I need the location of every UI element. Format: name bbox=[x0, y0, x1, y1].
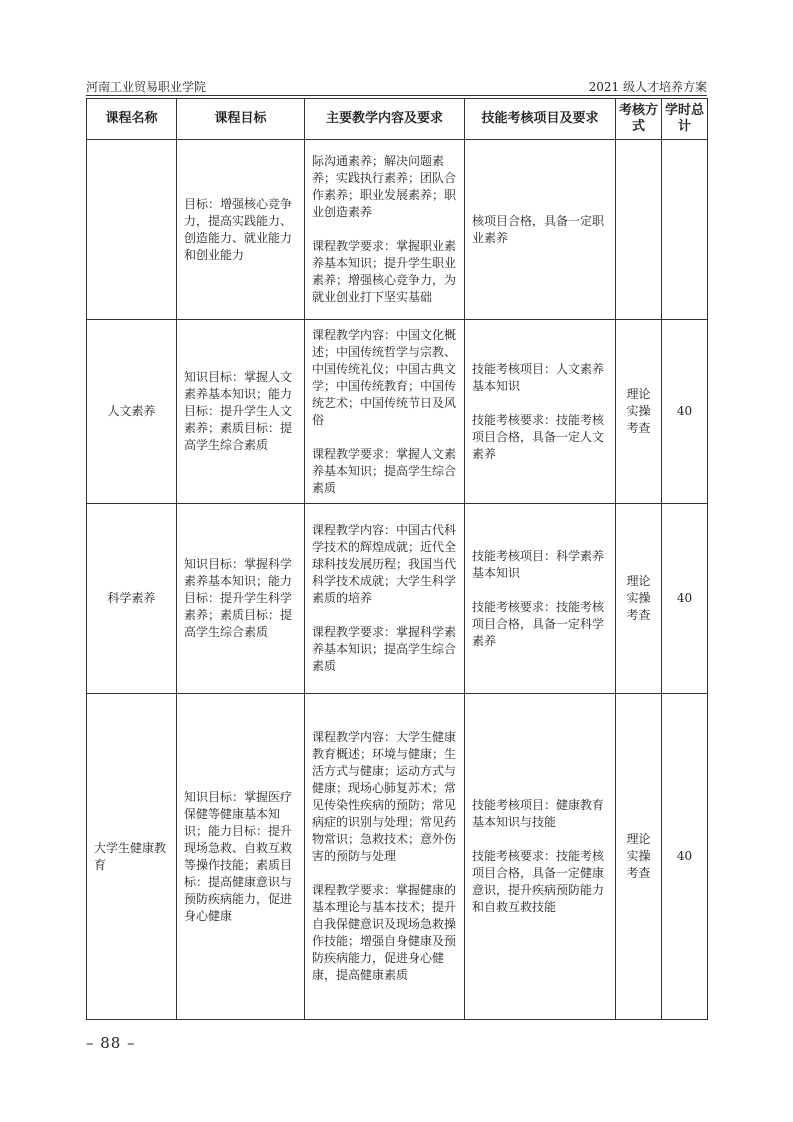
skill-requirements bbox=[465, 140, 616, 320]
skill-requirements bbox=[465, 694, 616, 1020]
table-row bbox=[87, 140, 708, 320]
skill-paragraph: 技能考核要求：技能考核项目合格，具备一定科学素养 bbox=[472, 599, 605, 648]
course-name: 人文素养 bbox=[87, 320, 177, 504]
page-header bbox=[86, 74, 707, 96]
table-row bbox=[87, 694, 708, 1020]
content-paragraph: 际沟通素养；解决问题素养；实践执行素养；团队合作素养；职业发展素养；职业创造素养 bbox=[312, 154, 457, 219]
column-header-method: 考核方式 bbox=[616, 99, 662, 140]
page-number: – 88 – bbox=[86, 1034, 136, 1052]
skill-requirements bbox=[465, 504, 616, 694]
skill-paragraph: 技能考核项目：人文素养基本知识 bbox=[472, 361, 605, 393]
column-header-hours: 学时总计 bbox=[662, 99, 708, 140]
course-goal: 知识目标：掌握人文素养基本知识；能力目标：提升学生人文素养；素质目标：提高学生综合素质 bbox=[177, 320, 305, 504]
content-paragraph: 课程教学内容：大学生健康教育概述；环境与健康；生活方式与健康；运动方式与健康；现场心肺复苏术；常见传染性疾病的预防；常见病症的识别与处理；常见药物常识；急救技术；意外伤害的预防与处理 bbox=[312, 730, 457, 863]
course-name bbox=[87, 140, 177, 320]
total-hours: 40 bbox=[662, 320, 708, 504]
skill-paragraph: 技能考核要求：技能考核项目合格，具备一定人文素养 bbox=[472, 412, 605, 461]
content-paragraph: 课程教学要求：掌握人文素养基本知识；提高学生综合素质 bbox=[312, 446, 457, 495]
total-hours: 40 bbox=[662, 504, 708, 694]
course-content bbox=[305, 320, 465, 504]
content-paragraph: 课程教学内容：中国古代科学技术的辉煌成就；近代全球科技发展历程；我国当代科学技术成就；大学生科学素质的培养 bbox=[312, 523, 457, 605]
course-content bbox=[305, 694, 465, 1020]
skill-paragraph: 技能考核项目：健康教育基本知识与技能 bbox=[472, 798, 605, 829]
assessment-method: 理论实操考查 bbox=[616, 504, 662, 694]
school-name: 河南工业贸易职业学院 bbox=[86, 80, 207, 94]
content-paragraph: 课程教学要求：掌握健康的基本理论与基本技术；提升自我保健意识及现场急救操作技能；增强自身健康及预防疾病能力，促进身心健康，提高健康素质 bbox=[312, 883, 457, 982]
content-paragraph: 课程教学要求：掌握职业素养基本知识；提升学生职业素养；增强核心竞争力，为就业创业打下坚实基础 bbox=[312, 239, 457, 304]
assessment-method: 理论实操考查 bbox=[616, 320, 662, 504]
total-hours bbox=[662, 140, 708, 320]
course-name: 科学素养 bbox=[87, 504, 177, 694]
course-goal: 目标：增强核心竞争力，提高实践能力、创造能力、就业能力和创业能力 bbox=[177, 140, 305, 320]
skill-paragraph: 技能考核项目：科学素养基本知识 bbox=[472, 548, 605, 580]
table-row bbox=[87, 320, 708, 504]
skill-paragraph: 核项目合格，具备一定职业素养 bbox=[472, 213, 605, 245]
column-header-skill: 技能考核项目及要求 bbox=[465, 99, 616, 140]
document-title: 2021 级人才培养方案 bbox=[588, 80, 707, 94]
column-header-content: 主要教学内容及要求 bbox=[305, 99, 465, 140]
table-row bbox=[87, 504, 708, 694]
course-goal: 知识目标：掌握科学素养基本知识；能力目标：提升学生科学素养；素质目标：提高学生综合素质 bbox=[177, 504, 305, 694]
content-paragraph: 课程教学要求：掌握科学素养基本知识；提高学生综合素质 bbox=[312, 625, 457, 673]
total-hours: 40 bbox=[662, 694, 708, 1020]
header-rule bbox=[86, 95, 707, 96]
course-content bbox=[305, 140, 465, 320]
course-content bbox=[305, 504, 465, 694]
column-header-goal: 课程目标 bbox=[177, 99, 305, 140]
assessment-method bbox=[616, 140, 662, 320]
course-name: 大学生健康教育 bbox=[87, 694, 177, 1020]
skill-paragraph: 技能考核要求：技能考核项目合格，具备一定健康意识，提升疾病预防能力和自救互救技能 bbox=[472, 849, 605, 914]
course-table bbox=[86, 98, 708, 1020]
column-header-name: 课程名称 bbox=[87, 99, 177, 140]
skill-requirements bbox=[465, 320, 616, 504]
course-goal: 知识目标：掌握医疗保健等健康基本知识；能力目标：提升现场急救、自救互救等操作技能；素质目标：提高健康意识与预防疾病能力，促进身心健康 bbox=[177, 694, 305, 1020]
assessment-method: 理论实操考查 bbox=[616, 694, 662, 1020]
content-paragraph: 课程教学内容：中国文化概述；中国传统哲学与宗教、中国传统礼仪；中国古典文学；中国传统教育；中国传统艺术；中国传统节日及风俗 bbox=[312, 327, 457, 427]
table-header-row bbox=[87, 99, 708, 140]
